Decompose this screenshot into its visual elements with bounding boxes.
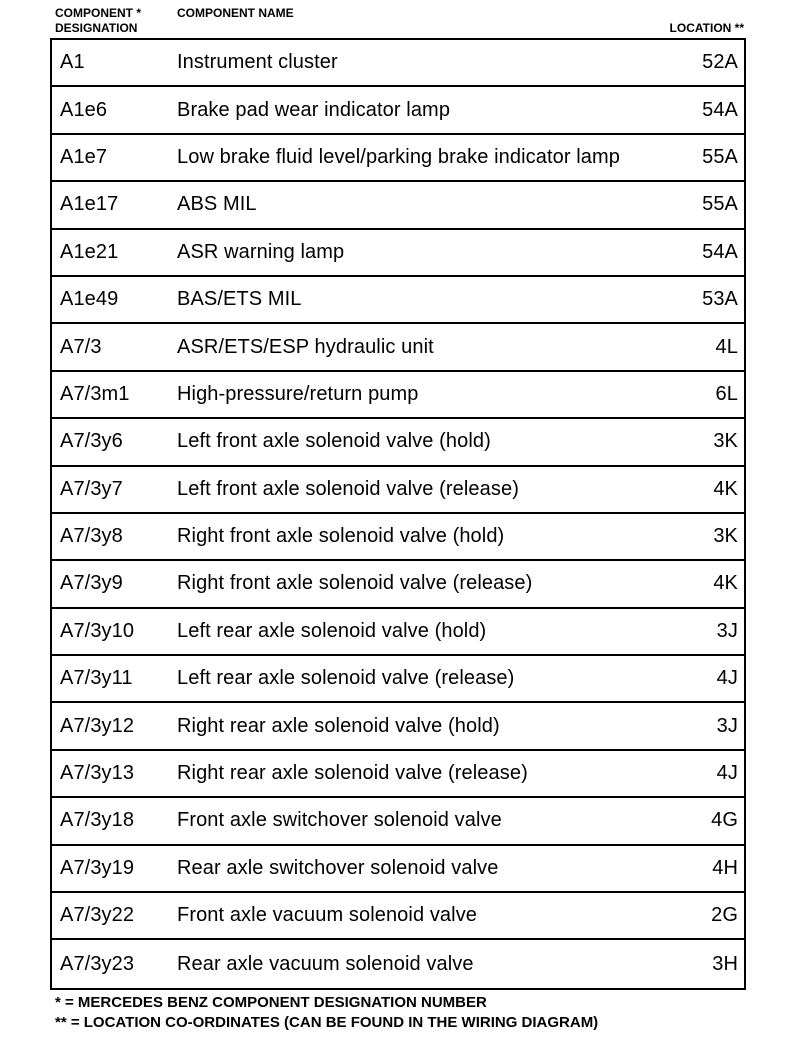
cell-name: Rear axle vacuum solenoid valve <box>177 952 474 975</box>
cell-designation: A7/3y19 <box>60 856 135 879</box>
cell-name: Left front axle solenoid valve (release) <box>177 477 519 500</box>
footnote-designation: * = MERCEDES BENZ COMPONENT DESIGNATION NUMBER <box>55 994 487 1011</box>
cell-designation: A1e6 <box>60 98 108 121</box>
cell-designation: A7/3y13 <box>60 762 135 785</box>
cell-designation: A1e21 <box>60 240 119 263</box>
cell-designation: A7/3y23 <box>60 952 135 975</box>
table-row <box>52 703 744 750</box>
table-row <box>52 372 744 419</box>
cell-name: Right front axle solenoid valve (release) <box>177 572 533 595</box>
cell-name: ASR/ETS/ESP hydraulic unit <box>177 335 434 358</box>
cell-name: Right rear axle solenoid valve (release) <box>177 762 528 785</box>
footnote-location: ** = LOCATION CO-ORDINATES (CAN BE FOUND IN THE WIRING DIAGRAM) <box>55 1014 599 1031</box>
table-row <box>52 561 744 608</box>
cell-designation: A7/3y18 <box>60 809 135 832</box>
cell-location: 3K <box>713 525 738 548</box>
cell-location: 55A <box>702 145 738 168</box>
cell-designation: A7/3y11 <box>60 667 133 690</box>
cell-location: 3J <box>716 714 738 737</box>
table-row <box>52 419 744 466</box>
table-row <box>52 182 744 229</box>
cell-location: 4L <box>715 335 738 358</box>
cell-designation: A7/3 <box>60 335 102 358</box>
table-row <box>52 87 744 134</box>
cell-location: 3K <box>713 430 738 453</box>
cell-name: Front axle switchover solenoid valve <box>177 809 502 832</box>
table-row <box>52 798 744 845</box>
column-header-designation: COMPONENT * DESIGNATION <box>55 6 142 35</box>
cell-designation: A7/3y12 <box>60 714 135 737</box>
cell-location: 3J <box>716 619 738 642</box>
cell-name: Right front axle solenoid valve (hold) <box>177 525 505 548</box>
cell-name: Low brake fluid level/parking brake indicator lamp <box>177 145 621 168</box>
cell-name: Right rear axle solenoid valve (hold) <box>177 714 500 737</box>
cell-location: 55A <box>702 193 738 216</box>
table-row <box>52 893 744 940</box>
cell-designation: A1e49 <box>60 288 119 311</box>
table-row <box>52 751 744 798</box>
cell-name: Front axle vacuum solenoid valve <box>177 904 478 927</box>
column-header-name: COMPONENT NAME <box>177 6 294 20</box>
cell-designation: A1e17 <box>60 193 119 216</box>
cell-location: 52A <box>702 51 738 74</box>
cell-name: Left rear axle solenoid valve (release) <box>177 667 515 690</box>
cell-location: 54A <box>702 240 738 263</box>
cell-designation: A7/3y10 <box>60 619 135 642</box>
component-table <box>50 38 746 990</box>
cell-name: ABS MIL <box>177 193 257 216</box>
cell-name: Rear axle switchover solenoid valve <box>177 856 499 879</box>
cell-designation: A7/3y22 <box>60 904 135 927</box>
cell-location: 4J <box>716 667 738 690</box>
cell-name: Brake pad wear indicator lamp <box>177 98 451 121</box>
cell-location: 6L <box>715 382 738 405</box>
cell-designation: A7/3y8 <box>60 525 123 548</box>
cell-location: 53A <box>702 288 738 311</box>
table-row <box>52 609 744 656</box>
cell-designation: A7/3y6 <box>60 430 123 453</box>
cell-location: 4G <box>711 809 738 832</box>
cell-location: 4K <box>713 572 738 595</box>
cell-name: Left rear axle solenoid valve (hold) <box>177 619 487 642</box>
table-row <box>52 135 744 182</box>
cell-location: 4K <box>713 477 738 500</box>
cell-designation: A7/3y9 <box>60 572 123 595</box>
cell-designation: A1e7 <box>60 145 108 168</box>
cell-name: ASR warning lamp <box>177 240 345 263</box>
cell-location: 4H <box>712 856 738 879</box>
table-row <box>52 40 744 87</box>
table-row <box>52 846 744 893</box>
cell-location: 54A <box>702 98 738 121</box>
cell-name: Left front axle solenoid valve (hold) <box>177 430 491 453</box>
column-header-location: LOCATION ** <box>669 21 744 35</box>
table-row <box>52 230 744 277</box>
table-row <box>52 467 744 514</box>
cell-location: 2G <box>711 904 738 927</box>
cell-location: 4J <box>716 762 738 785</box>
table-row <box>52 514 744 561</box>
cell-name: High-pressure/return pump <box>177 382 419 405</box>
cell-designation: A7/3y7 <box>60 477 123 500</box>
cell-designation: A7/3m1 <box>60 382 130 405</box>
cell-name: Instrument cluster <box>177 51 338 74</box>
table-row <box>52 324 744 371</box>
cell-location: 3H <box>712 952 738 975</box>
cell-designation: A1 <box>60 51 85 74</box>
table-row <box>52 940 744 987</box>
table-row <box>52 277 744 324</box>
cell-name: BAS/ETS MIL <box>177 288 302 311</box>
table-row <box>52 656 744 703</box>
